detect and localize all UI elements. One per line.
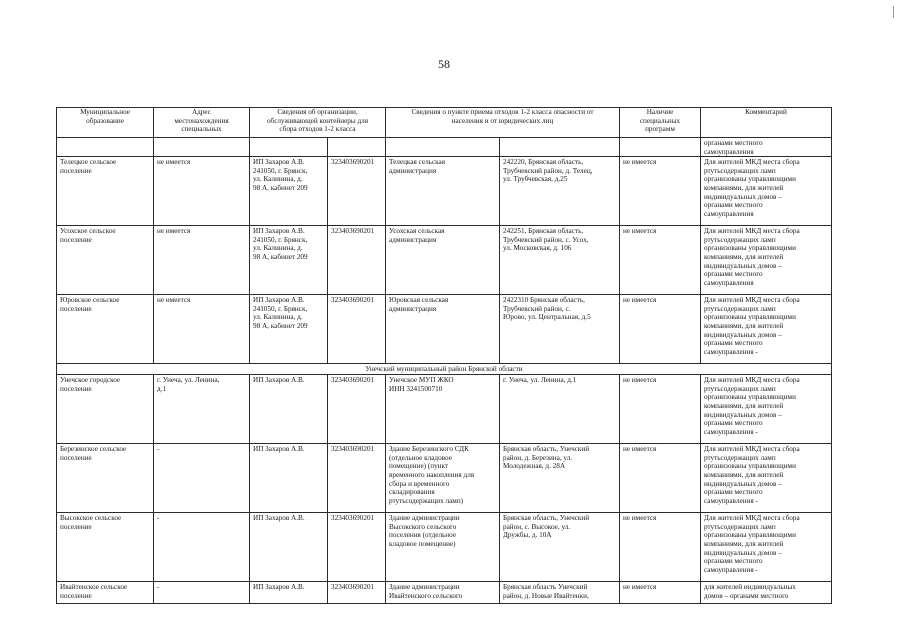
programs-cell: не имеется [620, 513, 701, 582]
continuation-empty [620, 138, 701, 157]
header-comment: Комментарий [701, 108, 832, 138]
continuation-empty [386, 138, 500, 157]
page-number: 58 [438, 57, 450, 71]
address-cell: - [154, 444, 250, 513]
continuation-empty [250, 138, 328, 157]
comment-cell: Для жителей МКД места сбора ртутьсодержащих ламп организованы управляющими компаниями, для жителей индивидуальных домов – органами местного самоуправления [701, 157, 832, 226]
lamp-collection-table [56, 107, 832, 604]
district-title-row [57, 364, 832, 375]
continuation-empty [328, 138, 386, 157]
district-title: Унечский муниципальный район Брянской области [57, 364, 832, 375]
org-name-cell: ИП Захаров А.В. 241050, г. Брянск, ул. Калинина, д. 98 А, кабинет 209 [250, 295, 328, 364]
table-row [57, 295, 832, 364]
point-address-cell: 242251, Брянская область, Трубчевский район, с. Усох, ул. Московская, д. 106 [500, 226, 620, 295]
comment-cell: Для жителей МКД места сбора ртутьсодержащих ламп организованы управляющими компаниями, для жителей индивидуальных домов – органами местного самоуправления [701, 226, 832, 295]
table-row [57, 444, 832, 513]
table-row [57, 157, 832, 226]
table-row [57, 513, 832, 582]
point-name-cell: Юровская сельская администрация [386, 295, 500, 364]
header-address: Адрес местонахождения специальных [154, 108, 250, 138]
comment-cell: Для жителей МКД места сбора ртутьсодержащих ламп организованы управляющими компаниями, для жителей индивидуальных домов – органами местного самоуправления - [701, 513, 832, 582]
comment-cell: Для жителей МКД места сбора ртутьсодержащих ламп организованы управляющими компаниями, для жителей индивидуальных домов – органами местного самоуправления - [701, 295, 832, 364]
org-code-cell: 323403690201 [328, 226, 386, 295]
continuation-comment: органами местного самоуправления [701, 138, 832, 157]
municipality-cell: Усохское сельское поселение [57, 226, 154, 295]
table-row [57, 226, 832, 295]
point-address-cell: Брянская область, Унечский район, д. Березина, ул. Молодежная, д. 28А [500, 444, 620, 513]
org-name-cell: ИП Захаров А.В. 241050, г. Брянск, ул. Калинина, д. 98 А, кабинет 209 [250, 226, 328, 295]
header-organization: Сведения об организации, обслуживающей контейнеры для сбора отходов 1-2 класса [250, 108, 386, 138]
continuation-empty [154, 138, 250, 157]
point-name-cell: Здание администрации Высокского сельского поселения (отдельное кладовое помещение) [386, 513, 500, 582]
point-address-cell: г. Унеча, ул. Ленина, д.1 [500, 375, 620, 444]
point-name-cell: Телецкая сельская администрация [386, 157, 500, 226]
address-cell: - [154, 513, 250, 582]
header-collection-point: Сведения о пункте приема отходов 1-2 класса опасности от населения и от юридических лиц [386, 108, 620, 138]
point-address-cell: 242220, Брянская область, Трубчевский район, д. Телец, ул. Трубчевская, д.25 [500, 157, 620, 226]
programs-cell: не имеется [620, 226, 701, 295]
address-cell: не имеется [154, 226, 250, 295]
table-row [57, 375, 832, 444]
programs-cell: не имеется [620, 157, 701, 226]
org-code-cell: 323403690201 [328, 513, 386, 582]
org-code-cell: 323403690201 [328, 295, 386, 364]
table-header-row [57, 108, 832, 138]
continuation-empty [500, 138, 620, 157]
page-edge-mark [893, 6, 894, 18]
header-programs: Наличие специальных программ [620, 108, 701, 138]
municipality-cell: Унечское городское поселение [57, 375, 154, 444]
point-name-cell: Усохская сельская администрация [386, 226, 500, 295]
org-name-cell: ИП Захаров А.В. [250, 513, 328, 582]
header-municipality: Муниципальное образование [57, 108, 154, 138]
programs-cell: не имеется [620, 375, 701, 444]
table-row [57, 582, 832, 604]
municipality-cell: Высокское сельское поселение [57, 513, 154, 582]
comment-cell: Для жителей МКД места сбора ртутьсодержащих ламп организованы управляющими компаниями, для жителей индивидуальных домов – органами местного самоуправления - [701, 444, 832, 513]
address-cell: не имеется [154, 295, 250, 364]
point-name-cell: Здание администрации Ивайтенского сельского [386, 582, 500, 604]
org-name-cell: ИП Захаров А.В. [250, 444, 328, 513]
programs-cell: не имеется [620, 295, 701, 364]
org-name-cell: ИП Захаров А.В. [250, 582, 328, 604]
programs-cell: не имеется [620, 582, 701, 604]
continuation-empty [57, 138, 154, 157]
municipality-cell: Юровское сельское поселение [57, 295, 154, 364]
point-address-cell: Брянская область, Унечский район, с. Высокое, ул. Дружбы, д. 10А [500, 513, 620, 582]
org-code-cell: 323403690201 [328, 582, 386, 604]
point-address-cell: Брянская область Унечский район, д. Новые Ивайтенки, [500, 582, 620, 604]
municipality-cell: Ивайтенское сельское поселение [57, 582, 154, 604]
comment-cell: для жителей индивидуальных домов – органами местного [701, 582, 832, 604]
address-cell: - [154, 582, 250, 604]
municipality-cell: Телецкое сельское поселение [57, 157, 154, 226]
org-code-cell: 323403690201 [328, 375, 386, 444]
org-name-cell: ИП Захаров А.В. [250, 375, 328, 444]
address-cell: не имеется [154, 157, 250, 226]
org-code-cell: 323403690201 [328, 157, 386, 226]
municipality-cell: Березинское сельское поселение [57, 444, 154, 513]
address-cell: г. Унеча, ул. Ленина, д.1 [154, 375, 250, 444]
point-name-cell: Унечское МУП ЖКО ИНН 3241500710 [386, 375, 500, 444]
programs-cell: не имеется [620, 444, 701, 513]
comment-cell: Для жителей МКД места сбора ртутьсодержащих ламп организованы управляющими компаниями, для жителей индивидуальных домов – органами местного самоуправления - [701, 375, 832, 444]
org-name-cell: ИП Захаров А.В. 241050, г. Брянск, ул. Калинина, д. 98 А, кабинет 209 [250, 157, 328, 226]
point-name-cell: Здание Березинского СДК (отдельное кладовое помещение) (пункт временного накопления для сбора и временного складирования ртутьсодержащих ламп) [386, 444, 500, 513]
point-address-cell: 2422310 Брянская область, Трубчевский район, с. Юрово, ул. Центральная, д.5 [500, 295, 620, 364]
continuation-row [57, 138, 832, 157]
org-code-cell: 323403690201 [328, 444, 386, 513]
